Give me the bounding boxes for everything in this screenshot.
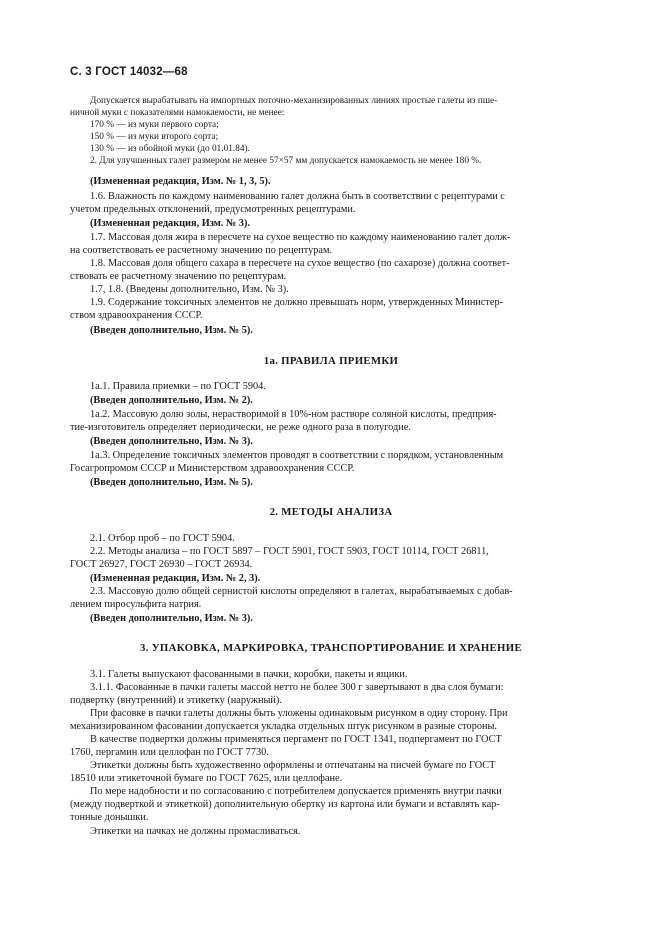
text-line: 1.9. Содержание токсичных элементов не должно превышать норм, утвержденных Министер- — [90, 297, 504, 308]
text-line: ством здравоохранения СССР. — [70, 310, 203, 321]
text-line: 3.1.1. Фасованные в пачки галеты массой нетто не более 300 г завертывают в два слоя бумаги: — [90, 682, 504, 693]
text-line: подвертку (внутренний) и этикетку (наружный). — [70, 695, 282, 706]
text-line: тонные донышки. — [70, 812, 149, 823]
text-line: 1760, пергамин или целлофан по ГОСТ 7730. — [70, 747, 269, 758]
text-line: При фасовке в пачки галеты должны быть уложены одинаковым рисунком в одну сторону. При — [90, 708, 508, 719]
text-line: 130 % — из обойной муки (до 01.01.84). — [90, 144, 250, 154]
text-line: (между подверткой и этикеткой) дополнительную обертку из картона или бумаги и вставлять кар- — [70, 799, 500, 810]
text-line: лением пиросульфита натрия. — [70, 599, 202, 610]
amendment-note: (Введен дополнительно, Изм. № 3). — [90, 613, 253, 624]
page-header: С. 3 ГОСТ 14032—68 — [70, 66, 188, 78]
text-line: 2.3. Массовую долю общей сернистой кислоты определяют в галетах, вырабатываемых с добав- — [90, 586, 513, 597]
amendment-note: (Измененная редакция, Изм. № 3). — [90, 218, 250, 229]
text-line: Этикетки должны быть художественно оформлены и отпечатаны на писчей бумаге по ГОСТ — [90, 760, 496, 771]
text-line: учетом предельных отклонений, предусмотренных рецептурами. — [70, 204, 356, 215]
text-line: 1а.1. Правила приемки – по ГОСТ 5904. — [90, 381, 266, 392]
text-line: Госагропромом СССР и Министерством здравоохранения СССР. — [70, 463, 355, 474]
amendment-note: (Введен дополнительно, Изм. № 3). — [90, 436, 253, 447]
amendment-note: 1.7, 1.8. (Введены дополнительно, Изм. № 3). — [90, 284, 289, 295]
amendment-note: (Введен дополнительно, Изм. № 2). — [90, 395, 253, 406]
text-line: 2.1. Отбор проб – по ГОСТ 5904. — [90, 533, 235, 544]
text-line: ствовать ее расчетному значению по рецептурам. — [70, 271, 287, 282]
text-line: 1а.2. Массовую долю золы, нерастворимой в 10%-ном растворе соляной кислоты, предприя- — [90, 409, 497, 420]
text-line: В качестве подвертки должны применяться пергамент по ГОСТ 1341, подпергамент по ГОСТ — [90, 734, 502, 745]
text-line: 1.6. Влажность по каждому наименованию галет должна быть в соответствии с рецептурами с — [90, 191, 505, 202]
text-line: на соответствовать ее расчетному значению по рецептурам. — [70, 245, 333, 256]
text-line: 2. Для улучшенных галет размером не менее 57×57 мм допускается намокаемость не менее 180 %. — [90, 156, 482, 166]
text-line: 1.7. Массовая доля жира в пересчете на сухое вещество по каждому наименованию галет долж- — [90, 232, 511, 243]
text-line: 18510 или этикеточной бумаге по ГОСТ 7625, или целлофане. — [70, 773, 343, 784]
text-line: 150 % — из муки второго сорта; — [90, 132, 219, 142]
text-line: 2.2. Методы анализа – по ГОСТ 5897 – ГОСТ 5901, ГОСТ 5903, ГОСТ 10114, ГОСТ 26811, — [90, 546, 489, 557]
text-line: 170 % — из муки первого сорта; — [90, 120, 219, 130]
amendment-note: (Введен дополнительно, Изм. № 5). — [90, 325, 253, 336]
text-line: Допускается вырабатывать на импортных поточно-механизированных линиях простые галеты из пше- — [90, 96, 498, 106]
section-heading: 3. УПАКОВКА, МАРКИРОВКА, ТРАНСПОРТИРОВАНИЕ И ХРАНЕНИЕ — [140, 642, 522, 654]
text-line: 1а.3. Определение токсичных элементов проводят в соответствии с порядком, установленным — [90, 450, 504, 461]
text-line: По мере надобности и по согласованию с потребителем допускается применять внутри пачки — [90, 786, 502, 797]
text-line: 3.1. Галеты выпускают фасованными в пачки, коробки, пакеты и ящики. — [90, 669, 408, 680]
text-line: Этикетки на пачках не должны промасливаться. — [90, 826, 301, 837]
text-line: 1.8. Массовая доля общего сахара в пересчете на сухое вещество (по сахарозе) должна соответ- — [90, 258, 510, 269]
amendment-note: (Измененная редакция, Изм. № 2, 3). — [90, 573, 261, 584]
amendment-note: (Измененная редакция, Изм. № 1, 3, 5). — [90, 176, 271, 187]
section-heading: 2. МЕТОДЫ АНАЛИЗА — [269, 506, 393, 518]
section-heading: 1а. ПРАВИЛА ПРИЕМКИ — [263, 355, 399, 367]
amendment-note: (Введен дополнительно, Изм. № 5). — [90, 477, 253, 488]
text-line: ничной муки с показателями намокаемости, не менее: — [70, 108, 285, 118]
text-line: механизированном фасовании допускается укладка отдельных штук рисунком в разные стороны. — [70, 721, 497, 732]
text-line: тие-изготовитель определяет периодически, не реже одного раза в полугодие. — [70, 422, 411, 433]
text-line: ГОСТ 26927, ГОСТ 26930 – ГОСТ 26934. — [70, 559, 253, 570]
